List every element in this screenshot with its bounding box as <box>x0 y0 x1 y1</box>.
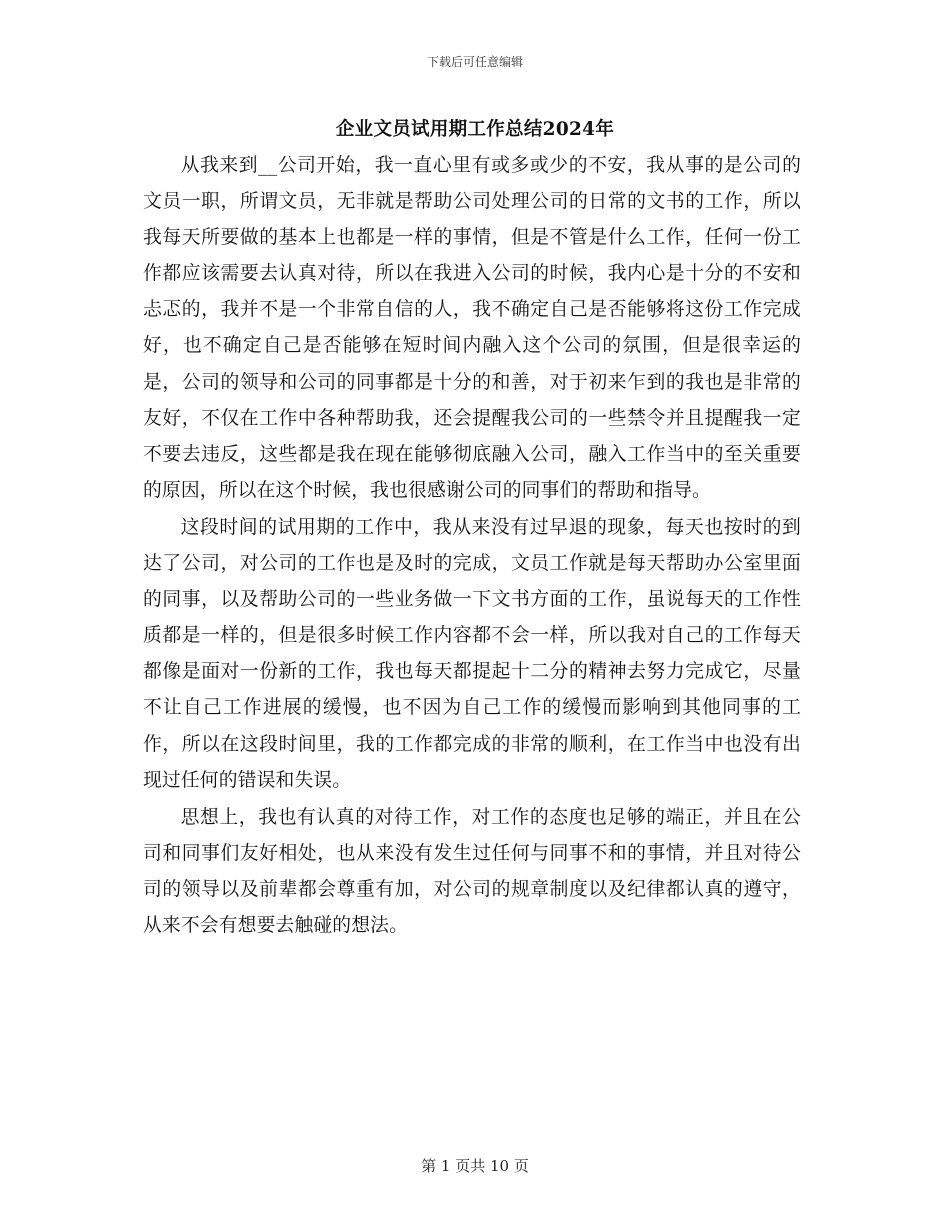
page-header-note: 下载后可任意编辑 <box>426 55 523 69</box>
document-body <box>143 148 801 945</box>
paragraph-1: 从我来到__公司开始，我一直心里有或多或少的不安，我从事的是公司的文员一职，所谓文员，无非就是帮助公司处理公司的日常的文书的工作，所以我每天所要做的基本上也都是一样的事情，但是不管是什么工作，任何一份工作都应该需要去认真对待，所以在我进入公司的时候，我内心是十分的不安和忐忑的，我并不是一个非常自信的人，我不确定自己是否能够将这份工作完成好，也不确定自己是否能够在短时间内融入这个公司的氛围，但是很幸运的是，公司的领导和公司的同事都是十分的和善，对于初来乍到的我也是非常的友好，不仅在工作中各种帮助我，还会提醒我公司的一些禁令并且提醒我一定不要去违反，这些都是我在现在能够彻底融入公司，融入工作当中的至关重要的原因，所以在这个时候，我也很感谢公司的同事们的帮助和指导。 <box>143 155 801 501</box>
paragraph-3: 思想上，我也有认真的对待工作，对工作的态度也足够的端正，并且在公司和同事们友好相处，也从来没有发生过任何与同事不和的事情，并且对待公司的领导以及前辈都会尊重有加，对公司的规章制度以及纪律都认真的遵守，从来不会有想要去触碰的想法。 <box>143 806 801 936</box>
page-number: 第 1 页共 10 页 <box>421 1157 529 1175</box>
document-title: 企业文员试用期工作总结2024年 <box>335 119 615 140</box>
paragraph-2: 这段时间的试用期的工作中，我从来没有过早退的现象，每天也按时的到达了公司，对公司的工作也是及时的完成，文员工作就是每天帮助办公室里面的同事，以及帮助公司的一些业务做一下文书方面的工作，虽说每天的工作性质都是一样的，但是很多时候工作内容都不会一样，所以我对自己的工作每天都像是面对一份新的工作，我也每天都提起十二分的精神去努力完成它，尽量不让自己工作进展的缓慢，也不因为自己工作的缓慢而影响到其他同事的工作，所以在这段时间里，我的工作都完成的非常的顺利，在工作当中也没有出现过任何的错误和失误。 <box>143 516 801 791</box>
